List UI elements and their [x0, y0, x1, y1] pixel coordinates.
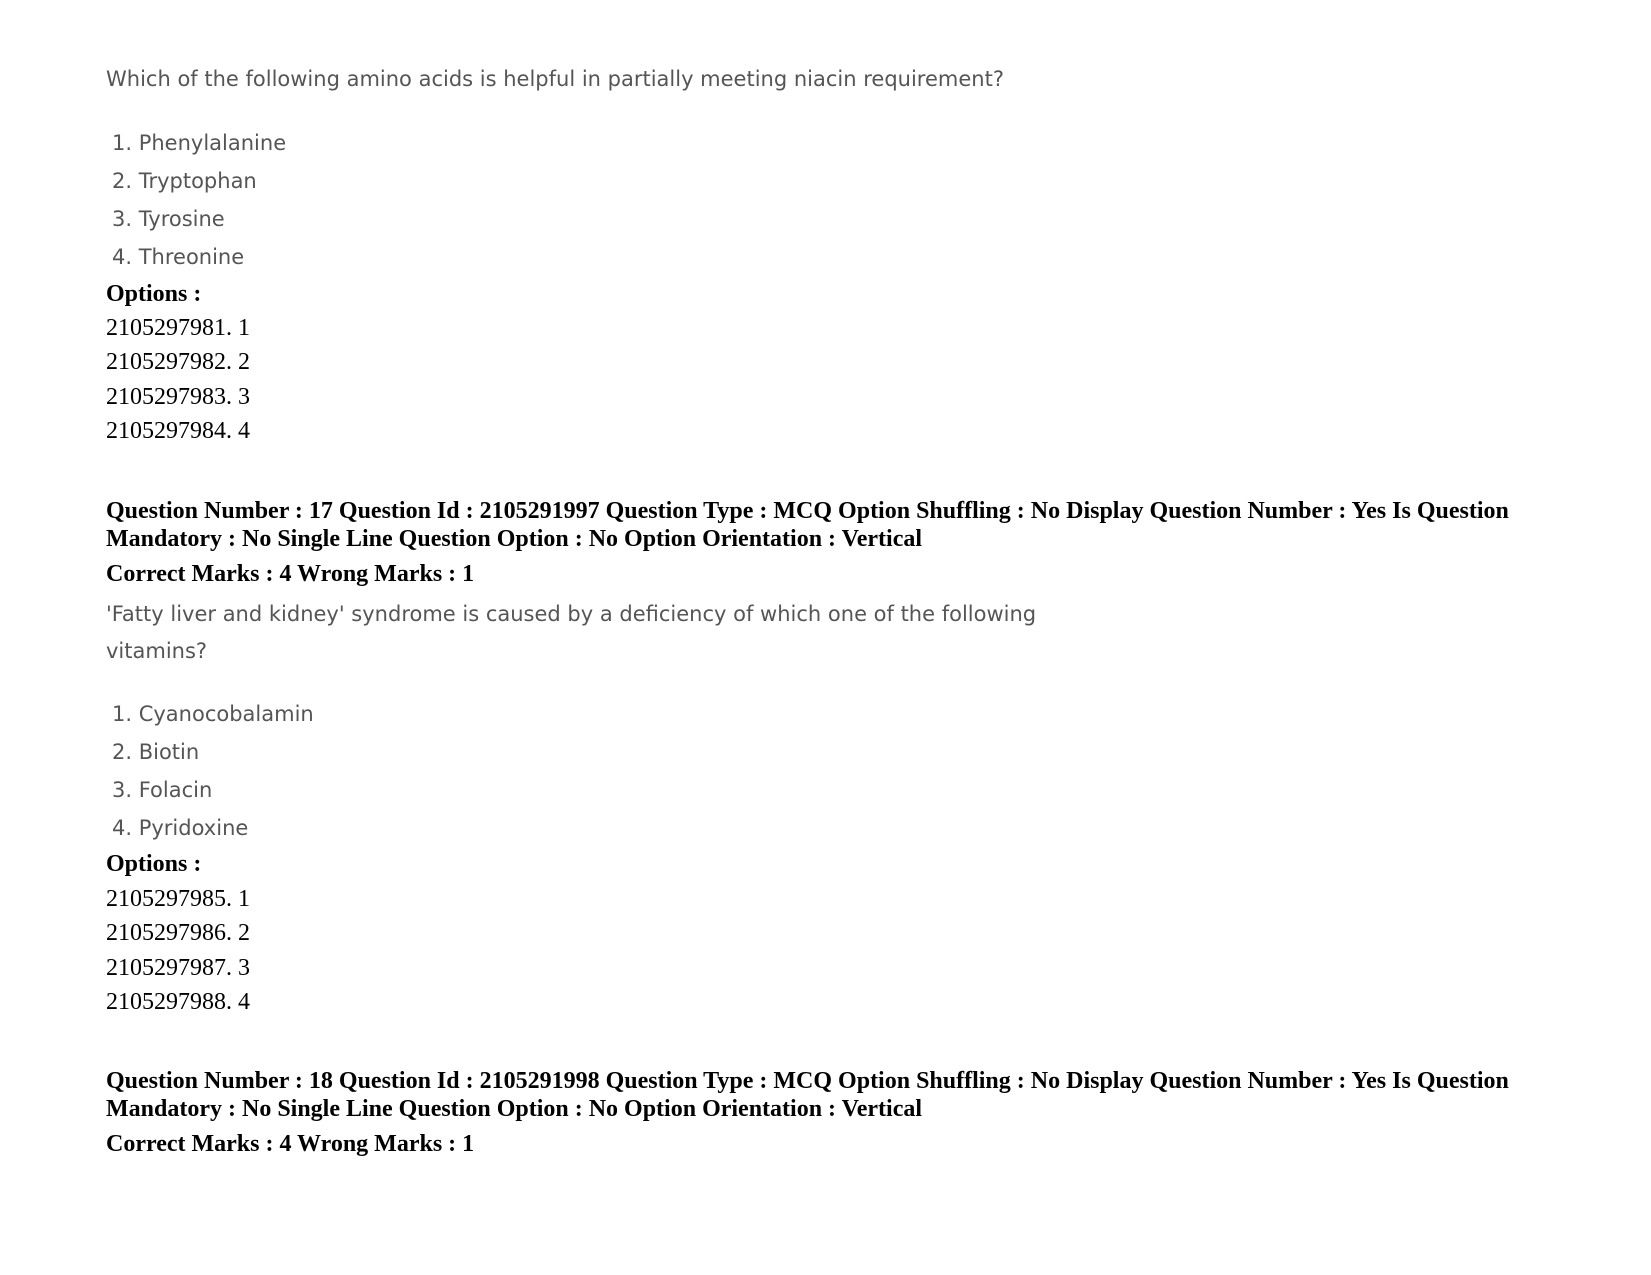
- q18-meta: Question Number : 18 Question Id : 2105291998 Question Type : MCQ Option Shuffling : No Display Question Number : Yes Is Question Mandatory : No Single Line Question Option : No Option Orientation : Vertical: [106, 1068, 1509, 1122]
- q16-choice: 3. Tyrosine: [112, 207, 225, 231]
- q17-marks: Correct Marks : 4 Wrong Marks : 1: [106, 561, 475, 587]
- q17-meta: Question Number : 17 Question Id : 2105291997 Question Type : MCQ Option Shuffling : No Display Question Number : Yes Is Question Mandatory : No Single Line Question Option : No Option Orientation : Vertical: [106, 498, 1509, 552]
- q17-choice-list: [112, 695, 314, 847]
- q16-choice: 2. Tryptophan: [112, 169, 257, 193]
- q16-choice: 1. Phenylalanine: [112, 131, 287, 155]
- q17-stem-line2: vitamins?: [106, 639, 208, 663]
- q17-choice: 1. Cyanocobalamin: [112, 702, 314, 726]
- q16-option: 2105297983. 3: [106, 383, 250, 410]
- q18-marks: Correct Marks : 4 Wrong Marks : 1: [106, 1131, 475, 1157]
- q17-choice: 4. Pyridoxine: [112, 816, 249, 840]
- q17-options-list: [106, 882, 250, 1019]
- q17-option: 2105297986. 2: [106, 920, 250, 947]
- q17-stem-line1: 'Fatty liver and kidney' syndrome is caused by a deficiency of which one of the following: [106, 602, 1037, 626]
- q16-option: 2105297981. 1: [106, 315, 250, 341]
- q16-options-list: [106, 311, 250, 448]
- q16-choice-list: [112, 124, 286, 276]
- q16-option: 2105297982. 2: [106, 349, 250, 376]
- q17-choice: 3. Folacin: [112, 778, 213, 802]
- q17-option: 2105297987. 3: [106, 954, 250, 981]
- q17-options-label: Options :: [106, 851, 202, 877]
- q16-stem: Which of the following amino acids is helpful in partially meeting niacin requirement?: [106, 67, 1004, 91]
- q17-option: 2105297985. 1: [106, 886, 250, 912]
- q17-option: 2105297988. 4: [106, 988, 250, 1015]
- q16-options-label: Options :: [106, 281, 202, 307]
- q16-choice: 4. Threonine: [112, 245, 245, 269]
- q17-choice: 2. Biotin: [112, 740, 200, 764]
- q16-option: 2105297984. 4: [106, 417, 250, 444]
